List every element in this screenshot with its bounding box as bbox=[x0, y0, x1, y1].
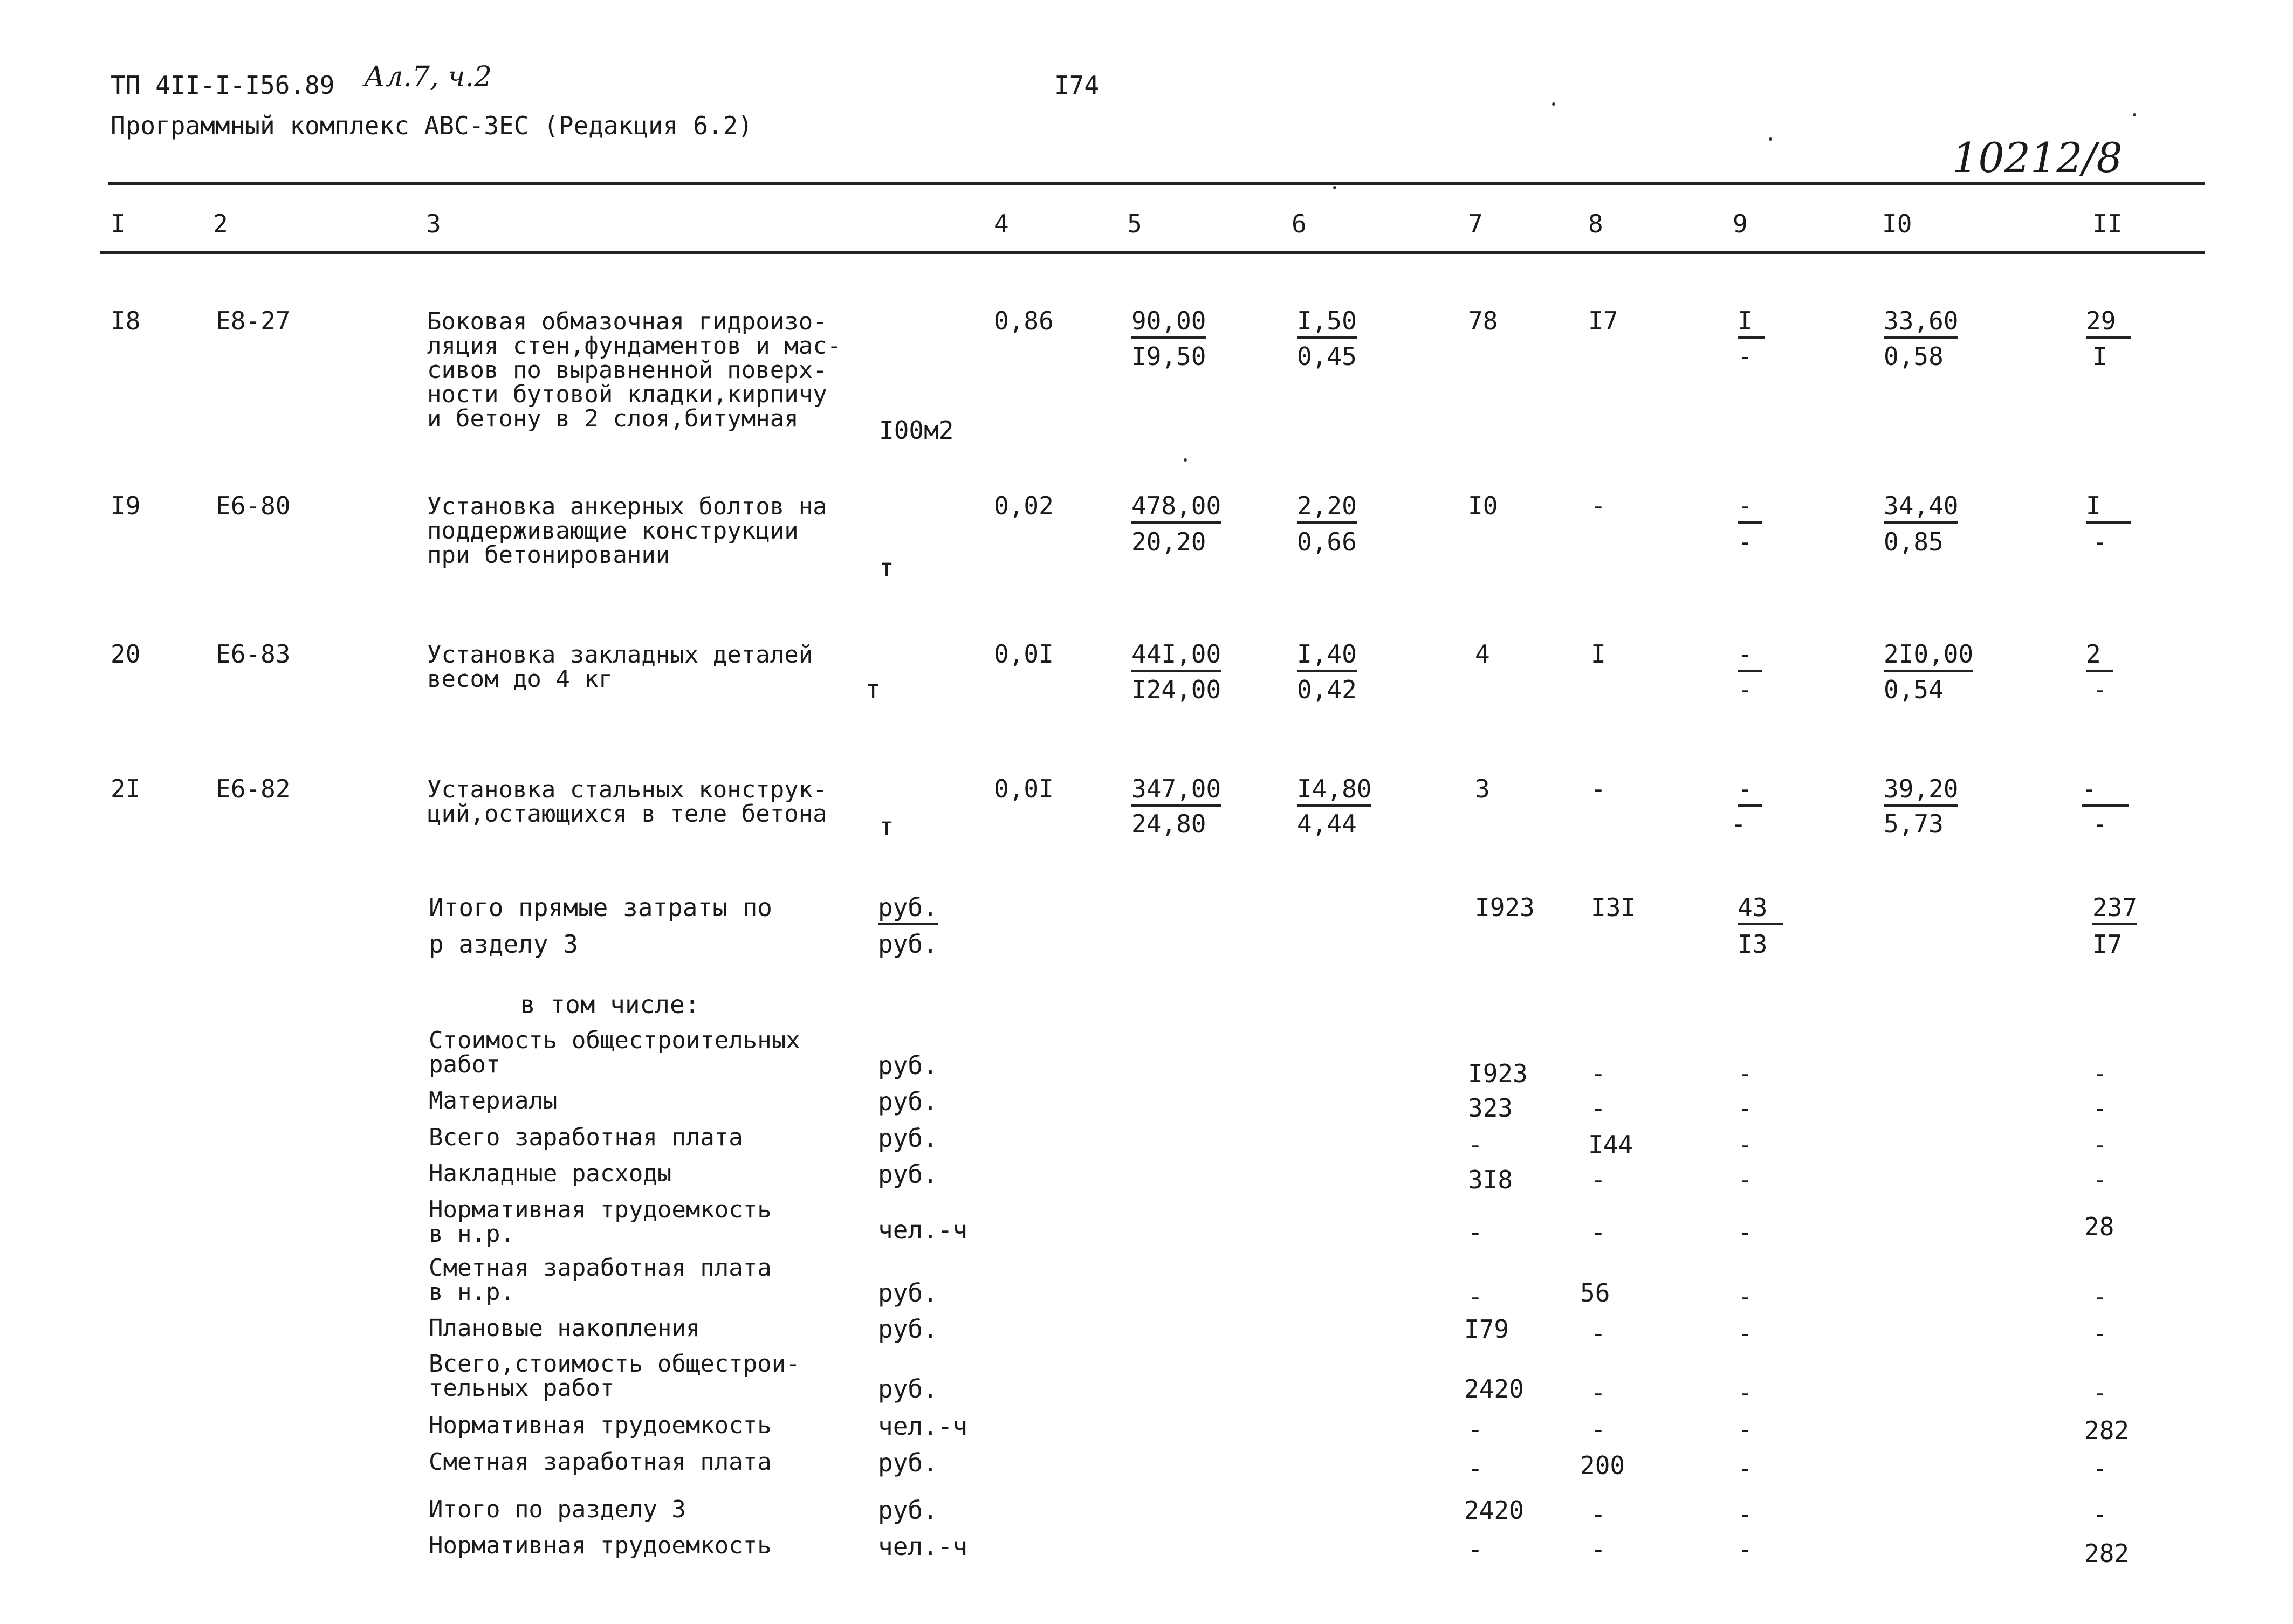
col10-top: 34,40 bbox=[1884, 491, 1958, 524]
col9-top: - bbox=[1738, 774, 1762, 807]
breakdown-label: в н.р. bbox=[429, 1278, 514, 1306]
column-header-10: I0 bbox=[1882, 209, 1912, 238]
column-header-3: 3 bbox=[426, 209, 441, 238]
col11-top: 29 bbox=[2086, 306, 2131, 339]
breakdown-label: Нормативная трудоемкость bbox=[429, 1532, 772, 1559]
norm-code: Е8-27 bbox=[216, 306, 291, 335]
including-label: в том числе: bbox=[520, 990, 700, 1019]
breakdown-col9: - bbox=[1738, 1282, 1753, 1311]
breakdown-unit: руб. bbox=[878, 1374, 938, 1403]
handwritten-album-note: Ал.7, ч.2 bbox=[364, 61, 492, 93]
work-description-line: поддерживающие конструкции bbox=[427, 517, 799, 545]
col9-top: I bbox=[1738, 306, 1765, 339]
breakdown-col9: - bbox=[1738, 1415, 1753, 1444]
work-description-line: ности бутовой кладки,кирпичу bbox=[427, 381, 827, 408]
breakdown-col8: - bbox=[1591, 1093, 1606, 1123]
scan-speck bbox=[1552, 102, 1555, 106]
breakdown-col11: - bbox=[2092, 1454, 2107, 1483]
totals-col7: I923 bbox=[1475, 893, 1535, 922]
header-rule-bottom bbox=[100, 251, 2205, 254]
column-header-4: 4 bbox=[994, 209, 1009, 238]
work-description-line: Установка стальных конструк- bbox=[427, 776, 827, 803]
col6-top: 2,20 bbox=[1297, 491, 1357, 524]
row-number: 20 bbox=[111, 639, 141, 669]
col7-value: 3 bbox=[1475, 774, 1490, 803]
breakdown-unit: чел.-ч bbox=[878, 1532, 968, 1561]
unit-cost-top: 90,00 bbox=[1131, 306, 1206, 339]
breakdown-col7: I923 bbox=[1468, 1059, 1528, 1088]
breakdown-col7: - bbox=[1468, 1454, 1483, 1483]
col11-top: I bbox=[2086, 491, 2131, 524]
breakdown-col9: - bbox=[1738, 1059, 1753, 1088]
col11-bottom: I bbox=[2092, 342, 2107, 371]
quantity: 0,0I bbox=[994, 774, 1054, 803]
col9-top: - bbox=[1738, 491, 1762, 524]
quantity: 0,0I bbox=[994, 639, 1054, 669]
work-description-line: ций,остающихся в теле бетона bbox=[427, 800, 827, 828]
col6-bottom: 0,66 bbox=[1297, 527, 1357, 556]
unit-cost-top: 347,00 bbox=[1131, 774, 1221, 807]
breakdown-col8: - bbox=[1591, 1217, 1606, 1247]
breakdown-label: Сметная заработная плата bbox=[429, 1448, 772, 1476]
breakdown-col9: - bbox=[1738, 1534, 1753, 1564]
col10-top: 33,60 bbox=[1884, 306, 1958, 339]
breakdown-col9: - bbox=[1738, 1319, 1753, 1348]
column-header-11: II bbox=[2092, 209, 2123, 238]
breakdown-label: тельных работ bbox=[429, 1374, 615, 1402]
breakdown-col11: - bbox=[2092, 1282, 2107, 1311]
measure-unit: т bbox=[879, 553, 894, 582]
breakdown-col8: - bbox=[1591, 1165, 1606, 1194]
work-description-line: весом до 4 кг bbox=[427, 665, 613, 693]
unit-cost-bottom: I9,50 bbox=[1131, 342, 1206, 371]
col11-bottom: - bbox=[2092, 527, 2107, 556]
totals-col9-bottom: I3 bbox=[1738, 930, 1768, 959]
work-description-line: сивов по выравненной поверх- bbox=[427, 356, 827, 384]
column-header-5: 5 bbox=[1127, 209, 1142, 238]
breakdown-col7: - bbox=[1468, 1130, 1483, 1159]
col10-top: 39,20 bbox=[1884, 774, 1958, 807]
norm-code: Е6-82 bbox=[216, 774, 291, 803]
breakdown-col8: - bbox=[1591, 1415, 1606, 1444]
col11-top: - bbox=[2082, 774, 2129, 807]
scan-speck bbox=[2133, 113, 2136, 116]
col6-bottom: 0,42 bbox=[1297, 675, 1357, 704]
scan-speck bbox=[1184, 458, 1187, 462]
breakdown-col8: - bbox=[1591, 1319, 1606, 1348]
breakdown-unit: чел.-ч bbox=[878, 1215, 968, 1244]
program-line: Программный комплекс АВС-3ЕС (Редакция 6.2) bbox=[111, 111, 753, 140]
scan-speck bbox=[1333, 186, 1336, 189]
col8-value: I bbox=[1591, 639, 1606, 669]
scan-speck bbox=[1769, 137, 1772, 141]
breakdown-label: Всего заработная плата bbox=[429, 1124, 743, 1151]
column-header-9: 9 bbox=[1733, 209, 1748, 238]
measure-unit: т bbox=[879, 812, 894, 841]
breakdown-col11: - bbox=[2092, 1059, 2107, 1088]
measure-unit: I00м2 bbox=[879, 416, 954, 445]
col10-top: 2I0,00 bbox=[1884, 639, 1973, 672]
breakdown-col8: 200 bbox=[1580, 1451, 1625, 1480]
unit-cost-top: 44I,00 bbox=[1131, 639, 1221, 672]
row-number: 2I bbox=[111, 774, 141, 803]
unit-cost-bottom: 24,80 bbox=[1131, 809, 1206, 838]
col7-value: I0 bbox=[1468, 491, 1498, 520]
col7-value: 78 bbox=[1468, 306, 1498, 335]
column-header-7: 7 bbox=[1468, 209, 1483, 238]
work-description-line: при бетонировании bbox=[427, 541, 670, 569]
quantity: 0,02 bbox=[994, 491, 1054, 520]
breakdown-col8: 56 bbox=[1580, 1278, 1610, 1308]
breakdown-col8: - bbox=[1591, 1534, 1606, 1564]
work-description-line: и бетону в 2 слоя,битумная bbox=[427, 405, 799, 432]
totals-col8: I3I bbox=[1591, 893, 1636, 922]
col6-top: I4,80 bbox=[1297, 774, 1371, 807]
breakdown-col11: 282 bbox=[2084, 1416, 2130, 1445]
breakdown-unit: руб. bbox=[878, 1278, 938, 1308]
measure-unit: т bbox=[866, 675, 881, 704]
breakdown-col7: 323 bbox=[1468, 1093, 1513, 1123]
breakdown-col7: - bbox=[1468, 1415, 1483, 1444]
quantity: 0,86 bbox=[994, 306, 1054, 335]
col11-bottom: - bbox=[2092, 809, 2107, 838]
row-number: I8 bbox=[111, 306, 141, 335]
totals-col9-top: 43 bbox=[1738, 893, 1783, 925]
breakdown-col11: - bbox=[2092, 1378, 2107, 1407]
column-header-2: 2 bbox=[213, 209, 228, 238]
unit-cost-bottom: I24,00 bbox=[1131, 675, 1221, 704]
breakdown-label: Нормативная трудоемкость bbox=[429, 1196, 772, 1223]
col6-top: I,40 bbox=[1297, 639, 1357, 672]
totals-unit-2: руб. bbox=[878, 930, 938, 959]
breakdown-col11: - bbox=[2092, 1499, 2107, 1529]
breakdown-unit: руб. bbox=[878, 1496, 938, 1525]
breakdown-label: работ bbox=[429, 1051, 500, 1078]
breakdown-col11: - bbox=[2092, 1165, 2107, 1194]
breakdown-unit: руб. bbox=[878, 1051, 938, 1080]
col11-top: 2 bbox=[2086, 639, 2113, 672]
totals-unit-1: руб. bbox=[878, 893, 938, 925]
col9-bottom: - bbox=[1738, 527, 1753, 556]
col8-value: - bbox=[1591, 491, 1606, 520]
col9-top: - bbox=[1738, 639, 1762, 672]
column-header-1: I bbox=[111, 209, 126, 238]
totals-label-line1: Итого прямые затраты по bbox=[429, 893, 772, 922]
col6-bottom: 0,45 bbox=[1297, 342, 1357, 371]
totals-col11-bottom: I7 bbox=[2092, 930, 2123, 959]
breakdown-unit: руб. bbox=[878, 1448, 938, 1477]
breakdown-col11: - bbox=[2092, 1319, 2107, 1348]
col8-value: I7 bbox=[1588, 306, 1618, 335]
breakdown-label: Плановые накопления bbox=[429, 1315, 701, 1342]
breakdown-label: Сметная заработная плата bbox=[429, 1254, 772, 1282]
col9-bottom: - bbox=[1731, 809, 1746, 838]
col10-bottom: 0,58 bbox=[1884, 342, 1944, 371]
col10-bottom: 5,73 bbox=[1884, 809, 1944, 838]
breakdown-unit: руб. bbox=[878, 1087, 938, 1116]
unit-cost-bottom: 20,20 bbox=[1131, 527, 1206, 556]
norm-code: Е6-80 bbox=[216, 491, 291, 520]
breakdown-col8: - bbox=[1591, 1059, 1606, 1088]
col10-bottom: 0,85 bbox=[1884, 527, 1944, 556]
col7-value: 4 bbox=[1475, 639, 1490, 669]
breakdown-label: Материалы bbox=[429, 1087, 558, 1114]
header-rule-top bbox=[108, 182, 2205, 185]
col11-bottom: - bbox=[2092, 675, 2107, 704]
handwritten-sheet-stamp: 10212/8 bbox=[1952, 134, 2123, 182]
unit-cost-top: 478,00 bbox=[1131, 491, 1221, 524]
breakdown-col9: - bbox=[1738, 1130, 1753, 1159]
col6-bottom: 4,44 bbox=[1297, 809, 1357, 838]
breakdown-unit: руб. bbox=[878, 1315, 938, 1344]
document-code: ТП 4II-I-I56.89 bbox=[111, 71, 335, 100]
breakdown-label: Нормативная трудоемкость bbox=[429, 1412, 772, 1439]
work-description-line: ляция стен,фундаментов и мас- bbox=[427, 332, 842, 360]
column-header-6: 6 bbox=[1292, 209, 1307, 238]
breakdown-label: Всего,стоимость общестрои- bbox=[429, 1350, 800, 1378]
breakdown-col9: - bbox=[1738, 1499, 1753, 1529]
breakdown-col9: - bbox=[1738, 1165, 1753, 1194]
breakdown-col7: 2420 bbox=[1464, 1374, 1524, 1403]
breakdown-col8: I44 bbox=[1588, 1130, 1633, 1159]
norm-code: Е6-83 bbox=[216, 639, 291, 669]
totals-col11-top: 237 bbox=[2092, 893, 2137, 925]
breakdown-col9: - bbox=[1738, 1378, 1753, 1407]
work-description-line: Боковая обмазочная гидроизо- bbox=[427, 308, 827, 335]
col10-bottom: 0,54 bbox=[1884, 675, 1944, 704]
breakdown-col11: 282 bbox=[2084, 1539, 2130, 1568]
breakdown-col7: 2420 bbox=[1464, 1496, 1524, 1525]
breakdown-col9: - bbox=[1738, 1093, 1753, 1123]
breakdown-col9: - bbox=[1738, 1217, 1753, 1247]
breakdown-col8: - bbox=[1591, 1499, 1606, 1529]
row-number: I9 bbox=[111, 491, 141, 520]
column-header-8: 8 bbox=[1588, 209, 1603, 238]
breakdown-unit: руб. bbox=[878, 1124, 938, 1153]
breakdown-label: Накладные расходы bbox=[429, 1160, 672, 1187]
breakdown-col11: 28 bbox=[2084, 1212, 2114, 1241]
col9-bottom: - bbox=[1738, 342, 1753, 371]
breakdown-col11: - bbox=[2092, 1130, 2107, 1159]
breakdown-col7: - bbox=[1468, 1217, 1483, 1247]
page-number: I74 bbox=[1054, 71, 1100, 100]
breakdown-label: Итого по разделу 3 bbox=[429, 1496, 686, 1523]
col8-value: - bbox=[1591, 774, 1606, 803]
breakdown-label: в н.р. bbox=[429, 1220, 514, 1248]
breakdown-col11: - bbox=[2092, 1093, 2107, 1123]
breakdown-label: Стоимость общестроительных bbox=[429, 1027, 800, 1054]
breakdown-unit: руб. bbox=[878, 1160, 938, 1189]
breakdown-col7: - bbox=[1468, 1282, 1483, 1311]
work-description-line: Установка анкерных болтов на bbox=[427, 493, 827, 520]
breakdown-unit: чел.-ч bbox=[878, 1412, 968, 1441]
breakdown-col7: 3I8 bbox=[1468, 1165, 1513, 1194]
breakdown-col9: - bbox=[1738, 1454, 1753, 1483]
col9-bottom: - bbox=[1738, 675, 1753, 704]
totals-label-line2: р азделу 3 bbox=[429, 930, 578, 959]
breakdown-col7: - bbox=[1468, 1534, 1483, 1564]
breakdown-col7: I79 bbox=[1464, 1315, 1509, 1344]
col6-top: I,50 bbox=[1297, 306, 1357, 339]
work-description-line: Установка закладных деталей bbox=[427, 641, 813, 669]
breakdown-col8: - bbox=[1591, 1378, 1606, 1407]
